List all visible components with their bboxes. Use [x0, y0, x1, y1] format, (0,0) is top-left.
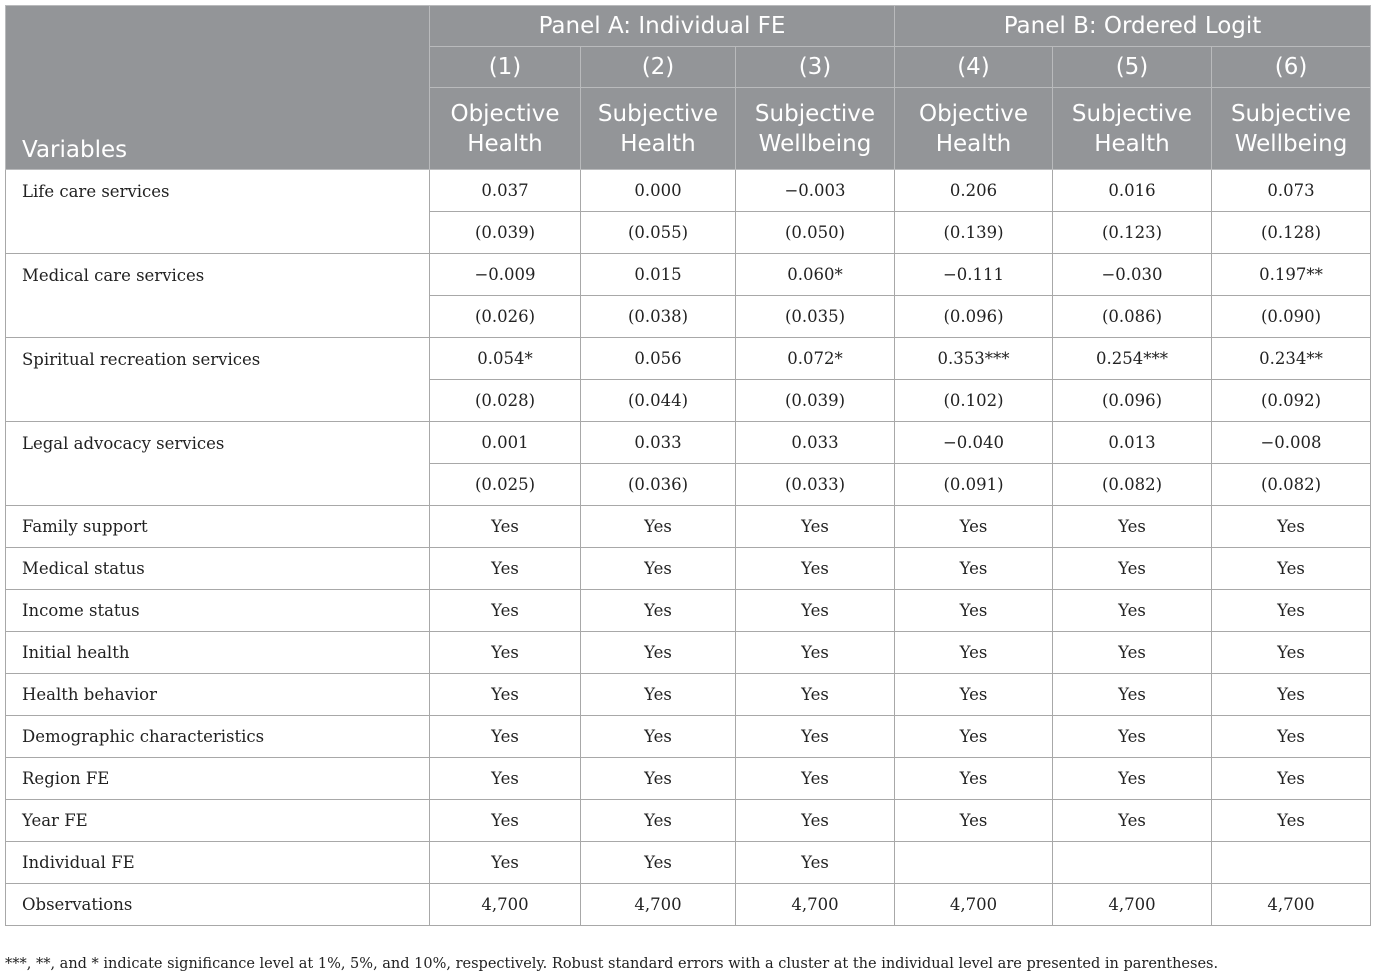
- value-cell: [1053, 842, 1212, 884]
- table-row: [6, 674, 1371, 716]
- standard-error-cell: (0.039): [430, 212, 581, 254]
- variable-label: Medical care services: [6, 254, 430, 338]
- value-cell: [1212, 842, 1371, 884]
- value-cell: Yes: [895, 548, 1053, 590]
- coefficient-cell: 0.013: [1053, 422, 1212, 464]
- value-cell: Yes: [895, 716, 1053, 758]
- variable-label: Year FE: [6, 800, 430, 842]
- standard-error-cell: (0.090): [1212, 296, 1371, 338]
- variable-label: Demographic characteristics: [6, 716, 430, 758]
- standard-error-cell: (0.044): [581, 380, 736, 422]
- value-cell: Yes: [1212, 674, 1371, 716]
- column-title-line1: Subjective: [736, 88, 895, 129]
- value-cell: Yes: [430, 842, 581, 884]
- value-cell: Yes: [1212, 758, 1371, 800]
- coefficient-cell: 0.037: [430, 170, 581, 212]
- standard-error-cell: (0.092): [1212, 380, 1371, 422]
- value-cell: Yes: [736, 674, 895, 716]
- table-header: [6, 6, 1371, 170]
- value-cell: 4,700: [430, 884, 581, 926]
- value-cell: Yes: [1053, 800, 1212, 842]
- column-title-line2: Health: [895, 129, 1053, 170]
- value-cell: Yes: [581, 506, 736, 548]
- value-cell: Yes: [736, 758, 895, 800]
- value-cell: Yes: [895, 632, 1053, 674]
- standard-error-cell: (0.102): [895, 380, 1053, 422]
- standard-error-cell: (0.055): [581, 212, 736, 254]
- table-row: [6, 758, 1371, 800]
- coefficient-cell: 0.072*: [736, 338, 895, 380]
- column-title-line2: Wellbeing: [1212, 129, 1371, 170]
- column-title-line2: Health: [581, 129, 736, 170]
- value-cell: Yes: [430, 506, 581, 548]
- standard-error-cell: (0.050): [736, 212, 895, 254]
- value-cell: Yes: [1053, 758, 1212, 800]
- value-cell: Yes: [895, 506, 1053, 548]
- table-row: [6, 506, 1371, 548]
- standard-error-cell: (0.086): [1053, 296, 1212, 338]
- value-cell: Yes: [581, 716, 736, 758]
- column-number: (4): [895, 47, 1053, 88]
- standard-error-cell: (0.096): [895, 296, 1053, 338]
- variable-label: Spiritual recreation services: [6, 338, 430, 422]
- value-cell: Yes: [736, 590, 895, 632]
- table-row: [6, 338, 1371, 380]
- standard-error-cell: (0.039): [736, 380, 895, 422]
- standard-error-cell: (0.028): [430, 380, 581, 422]
- value-cell: 4,700: [581, 884, 736, 926]
- value-cell: Yes: [736, 506, 895, 548]
- column-title-line2: Wellbeing: [736, 129, 895, 170]
- value-cell: 4,700: [1053, 884, 1212, 926]
- column-title-line1: Subjective: [581, 88, 736, 129]
- panel-a-header: Panel A: Individual FE: [430, 6, 895, 47]
- coefficient-cell: −0.040: [895, 422, 1053, 464]
- value-cell: Yes: [1212, 632, 1371, 674]
- table-row: [6, 716, 1371, 758]
- standard-error-cell: (0.035): [736, 296, 895, 338]
- table-body: [6, 170, 1371, 926]
- coefficient-cell: 0.033: [736, 422, 895, 464]
- coefficient-cell: 0.054*: [430, 338, 581, 380]
- variable-label: Family support: [6, 506, 430, 548]
- value-cell: Yes: [1053, 716, 1212, 758]
- standard-error-cell: (0.091): [895, 464, 1053, 506]
- value-cell: Yes: [1212, 590, 1371, 632]
- value-cell: Yes: [581, 842, 736, 884]
- variable-label: Initial health: [6, 632, 430, 674]
- column-title-line2: Health: [430, 129, 581, 170]
- table-row: [6, 422, 1371, 464]
- table-row: [6, 800, 1371, 842]
- column-number: (3): [736, 47, 895, 88]
- standard-error-cell: (0.033): [736, 464, 895, 506]
- coefficient-cell: −0.009: [430, 254, 581, 296]
- standard-error-cell: (0.123): [1053, 212, 1212, 254]
- standard-error-cell: (0.025): [430, 464, 581, 506]
- coefficient-cell: −0.008: [1212, 422, 1371, 464]
- coefficient-cell: 0.254***: [1053, 338, 1212, 380]
- variable-label: Legal advocacy services: [6, 422, 430, 506]
- variable-label: Observations: [6, 884, 430, 926]
- column-title-line1: Subjective: [1212, 88, 1371, 129]
- value-cell: 4,700: [736, 884, 895, 926]
- value-cell: Yes: [430, 800, 581, 842]
- coefficient-cell: 0.016: [1053, 170, 1212, 212]
- standard-error-cell: (0.038): [581, 296, 736, 338]
- standard-error-cell: (0.128): [1212, 212, 1371, 254]
- standard-error-cell: (0.026): [430, 296, 581, 338]
- value-cell: Yes: [430, 548, 581, 590]
- variable-label: Income status: [6, 590, 430, 632]
- column-title-line2: Health: [1053, 129, 1212, 170]
- value-cell: Yes: [581, 548, 736, 590]
- standard-error-cell: (0.082): [1053, 464, 1212, 506]
- value-cell: Yes: [581, 674, 736, 716]
- standard-error-cell: (0.096): [1053, 380, 1212, 422]
- value-cell: Yes: [581, 590, 736, 632]
- coefficient-cell: 0.197**: [1212, 254, 1371, 296]
- value-cell: 4,700: [895, 884, 1053, 926]
- value-cell: Yes: [430, 590, 581, 632]
- table-row: [6, 548, 1371, 590]
- value-cell: Yes: [581, 758, 736, 800]
- value-cell: Yes: [1212, 548, 1371, 590]
- value-cell: Yes: [1212, 800, 1371, 842]
- value-cell: Yes: [1053, 674, 1212, 716]
- value-cell: Yes: [581, 800, 736, 842]
- variable-label: Region FE: [6, 758, 430, 800]
- value-cell: Yes: [895, 590, 1053, 632]
- variable-label: Individual FE: [6, 842, 430, 884]
- table-row: [6, 842, 1371, 884]
- value-cell: Yes: [430, 758, 581, 800]
- table-row: [6, 590, 1371, 632]
- column-title-line1: Objective: [430, 88, 581, 129]
- coefficient-cell: 0.073: [1212, 170, 1371, 212]
- value-cell: 4,700: [1212, 884, 1371, 926]
- table-row: [6, 170, 1371, 212]
- coefficient-cell: 0.234**: [1212, 338, 1371, 380]
- value-cell: Yes: [430, 632, 581, 674]
- variable-label: Health behavior: [6, 674, 430, 716]
- coefficient-cell: 0.015: [581, 254, 736, 296]
- value-cell: Yes: [895, 800, 1053, 842]
- coefficient-cell: 0.001: [430, 422, 581, 464]
- coefficient-cell: 0.033: [581, 422, 736, 464]
- table-row: [6, 254, 1371, 296]
- value-cell: Yes: [736, 716, 895, 758]
- column-title-line1: Objective: [895, 88, 1053, 129]
- standard-error-cell: (0.139): [895, 212, 1053, 254]
- coefficient-cell: −0.111: [895, 254, 1053, 296]
- regression-table: [5, 5, 1371, 926]
- value-cell: Yes: [1212, 716, 1371, 758]
- variable-label: Medical status: [6, 548, 430, 590]
- value-cell: Yes: [1212, 506, 1371, 548]
- value-cell: Yes: [1053, 506, 1212, 548]
- coefficient-cell: 0.206: [895, 170, 1053, 212]
- value-cell: Yes: [736, 800, 895, 842]
- column-number: (5): [1053, 47, 1212, 88]
- value-cell: Yes: [736, 548, 895, 590]
- standard-error-cell: (0.082): [1212, 464, 1371, 506]
- value-cell: Yes: [736, 842, 895, 884]
- value-cell: Yes: [895, 674, 1053, 716]
- column-number: (6): [1212, 47, 1371, 88]
- value-cell: Yes: [581, 632, 736, 674]
- table-row: [6, 632, 1371, 674]
- value-cell: Yes: [1053, 632, 1212, 674]
- value-cell: Yes: [1053, 590, 1212, 632]
- variables-header: Variables: [6, 6, 430, 170]
- panel-b-header: Panel B: Ordered Logit: [895, 6, 1371, 47]
- coefficient-cell: 0.060*: [736, 254, 895, 296]
- coefficient-cell: −0.030: [1053, 254, 1212, 296]
- coefficient-cell: 0.056: [581, 338, 736, 380]
- column-title-line1: Subjective: [1053, 88, 1212, 129]
- column-number: (1): [430, 47, 581, 88]
- regression-table-container: [5, 5, 1370, 926]
- column-number: (2): [581, 47, 736, 88]
- coefficient-cell: −0.003: [736, 170, 895, 212]
- coefficient-cell: 0.353***: [895, 338, 1053, 380]
- standard-error-cell: (0.036): [581, 464, 736, 506]
- value-cell: [895, 842, 1053, 884]
- value-cell: Yes: [430, 716, 581, 758]
- table-footnote: ***, **, and * indicate significance level at 1%, 5%, and 10%, respectively. Robust standard errors with a cluster at the individual level are presented in parentheses.: [5, 956, 1219, 972]
- value-cell: Yes: [736, 632, 895, 674]
- coefficient-cell: 0.000: [581, 170, 736, 212]
- table-row: [6, 884, 1371, 926]
- value-cell: Yes: [430, 674, 581, 716]
- value-cell: Yes: [1053, 548, 1212, 590]
- value-cell: Yes: [895, 758, 1053, 800]
- variable-label: Life care services: [6, 170, 430, 254]
